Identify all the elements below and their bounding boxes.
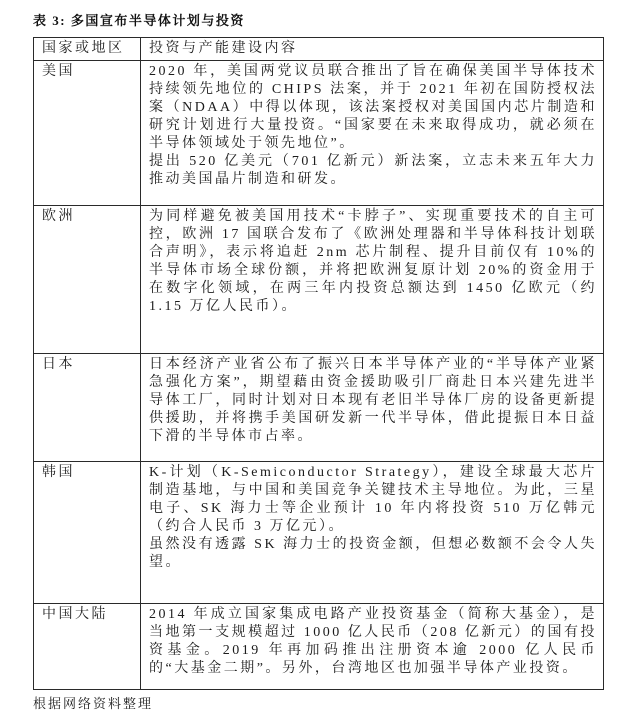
paragraph: 2014 年成立国家集成电路产业投资基金（简称大基金），是当地第一支规模超过 1000 亿人民币（208 亿新元）的国有投资基金。2019 年再加码推出注册资本逾 2000 亿人民币的“大基金二期”。另外，台湾地区也加强半导体产业投资。 (149, 607, 597, 676)
region-label-japan: 日本 (34, 354, 141, 462)
content-cell-japan (141, 354, 604, 462)
table-row-china-mainland (34, 604, 604, 690)
table-row-japan (34, 354, 604, 462)
source-note: 根据网络资料整理 (33, 696, 154, 711)
paragraph: 日本经济产业省公布了振兴日本半导体产业的“半导体产业紧急强化方案”，期望藉由资金援助吸引厂商赴日本兴建先进半导体工厂，同时计划对日本现有老旧半导体厂房的设备更新提供援助，并将携手美国研发新一代半导体，借此提振日本日益下滑的半导体市占率。 (149, 357, 597, 444)
paragraph: K-计划（K-Semiconductor Strategy），建设全球最大芯片制造基地，与中国和美国竞争关键技术主导地位。为此，三星电子、SK 海力士等企业预计 10 年内将投资 510 万亿韩元（约合人民币 3 万亿元）。 (149, 465, 597, 534)
content-cell-usa (141, 61, 604, 206)
region-label-europe: 欧洲 (34, 206, 141, 354)
region-label-korea: 韩国 (34, 462, 141, 604)
paragraph: 为同样避免被美国用技术“卡脖子”、实现重要技术的自主可控，欧洲 17 国联合发布了《欧洲处理器和半导体科技计划联合声明》，表示将追赶 2nm 芯片制程、提升目前仅有 10%的半导体市场全球份额，并将把欧洲复原计划 20%的资金用于在数字化领域，在两三年内投资总额达到 1450 亿欧元（约 1.15 万亿人民币）。 (149, 209, 597, 314)
content-cell-china-mainland (141, 604, 604, 690)
paragraph: 提出 520 亿美元（701 亿新元）新法案，立志未来五年大力推动美国晶片制造和研发。 (149, 154, 597, 187)
table-header-row (34, 38, 604, 61)
region-label-china-mainland: 中国大陆 (34, 604, 141, 690)
region-label-usa: 美国 (34, 61, 141, 206)
content-cell-korea (141, 462, 604, 604)
column-header-content: 投资与产能建设内容 (141, 38, 604, 61)
paragraph: 虽然没有透露 SK 海力士的投资金额，但想必数额不会令人失望。 (149, 537, 597, 570)
table-caption: 表 3: 多国宣布半导体计划与投资 (33, 13, 245, 28)
table-row-europe (34, 206, 604, 354)
table-row-korea (34, 462, 604, 604)
table-row-usa (34, 61, 604, 206)
paragraph: 2020 年，美国两党议员联合推出了旨在确保美国半导体技术持续领先地位的 CHIPS 法案，并于 2021 年初在国防授权法案（NDAA）中得以体现，该法案授权对美国国内芯片制造和研究计划进行大量投资。“国家要在未来取得成功，就必须在半导体领域处于领先地位”。 (149, 64, 597, 151)
column-header-region: 国家或地区 (34, 38, 141, 61)
semiconductor-plans-table (33, 37, 604, 690)
content-cell-europe (141, 206, 604, 354)
